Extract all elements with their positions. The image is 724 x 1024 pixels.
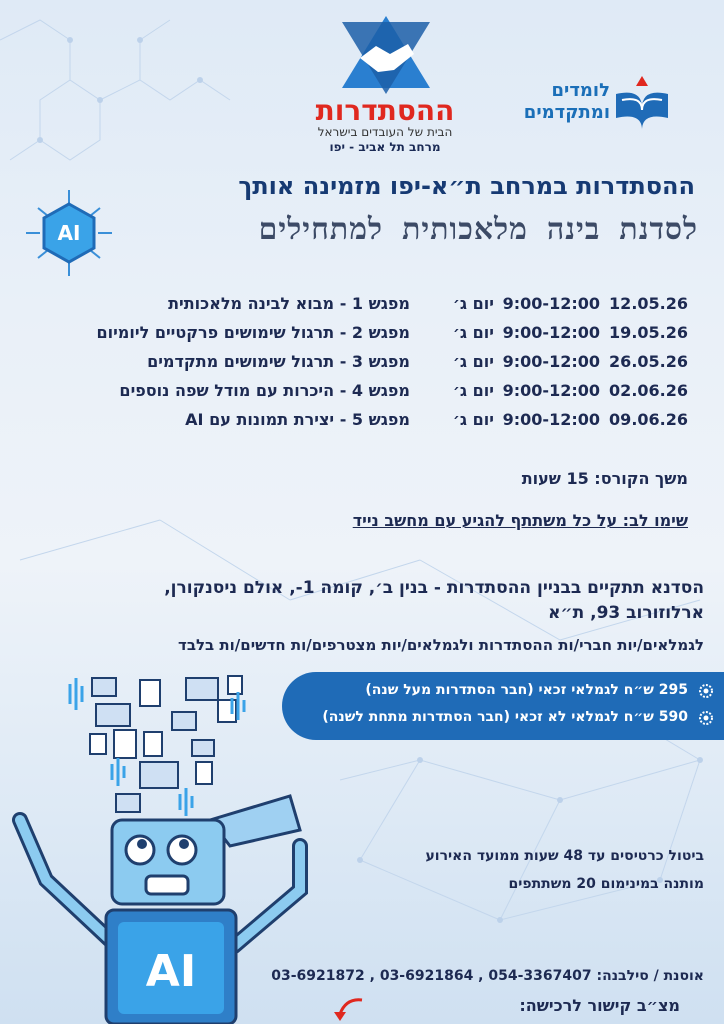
price-not-eligible: 590 ש״ח לגמלאי לא זכאי (חבר הסתדרות מתחת לשנה) (322, 709, 688, 725)
venue-line1: הסדנא תתקיים בבניין ההסתדרות - בנין ב׳, קומה 1-, אולם ניסנקורן, (164, 578, 704, 598)
session-day: יום ג׳ (452, 294, 494, 313)
session-time: 9:00-12:00 (502, 294, 600, 313)
venue-line2: ארלוזורוב 93, ת״א (548, 603, 704, 623)
org-region: מרחב תל אביב - יפו (329, 140, 441, 154)
schedule-row (40, 381, 700, 410)
session-day: יום ג׳ (452, 323, 494, 342)
document-icons (90, 676, 242, 812)
schedule-row (40, 410, 700, 439)
schedule-row (40, 352, 700, 381)
org-subtitle: הבית של העובדים בישראל (317, 125, 453, 139)
ai-chip-icon (24, 188, 114, 278)
session-topic: מפגש 1 - מבוא לבינה מלאכותית (168, 294, 410, 313)
venue (60, 576, 704, 626)
schedule-row (40, 323, 700, 352)
session-date: 19.05.26 (609, 323, 688, 342)
course-duration: משך הקורס: 15 שעות (521, 469, 688, 488)
org-name: ההסתדרות (315, 94, 455, 127)
laptop-note: שימו לב: על כל משתתף להגיע עם מחשב נייד (352, 511, 688, 530)
partner-book-icon (612, 74, 672, 130)
partner-logo-line2: ומתקדמים (523, 102, 610, 123)
price-panel (282, 672, 724, 740)
session-topic: מפגש 3 - תרגול שימושים מתקדמים (147, 352, 410, 371)
partner-logo-line1: לומדים (551, 80, 610, 101)
cancellation-policy: ביטול כרטיסים עד 48 שעות ממועד האירוע (425, 848, 704, 864)
contact-phones: אוסנת / סילבנה: 054-3367407 , 03-6921864 , 03-6921872 (271, 968, 704, 984)
session-day: יום ג׳ (452, 352, 494, 371)
invite-text: ההסתדרות במרחב ת״א-יפו מזמינה אותך (238, 172, 695, 200)
session-topic: מפגש 4 - היכרות עם מודל שפה נוספים (119, 381, 410, 400)
session-day: יום ג׳ (452, 410, 494, 429)
gear-bullet-icon (698, 710, 714, 726)
schedule-row (40, 294, 700, 323)
session-topic: מפגש 5 - יצירת תמונות עם AI (185, 410, 410, 429)
session-time: 9:00-12:00 (502, 410, 600, 429)
gear-bullet-icon (698, 683, 714, 699)
session-day: יום ג׳ (452, 381, 494, 400)
schedule-table (40, 294, 700, 439)
session-topic: מפגש 2 - תרגול שימושים פרקטיים ליומיום (96, 323, 410, 342)
session-date: 26.05.26 (609, 352, 688, 371)
session-date: 09.06.26 (609, 410, 688, 429)
session-date: 12.05.26 (609, 294, 688, 313)
robot-ai-label: AI (145, 946, 197, 997)
course-title: לסדנת בינה מלאכותית למתחילים (258, 212, 698, 247)
session-time: 9:00-12:00 (502, 323, 600, 342)
price-eligible: 295 ש״ח לגמלאי זכאי (חבר הסתדרות מעל שנה) (365, 682, 688, 698)
session-time: 9:00-12:00 (502, 381, 600, 400)
histadrut-star-logo (338, 14, 434, 94)
curved-arrow-icon (330, 994, 366, 1022)
session-date: 02.06.26 (609, 381, 688, 400)
ai-chip-label: AI (57, 221, 81, 245)
session-time: 9:00-12:00 (502, 352, 600, 371)
eligibility: לגמלאים/יות חברי/ות ההסתדרות ולגמלאים/יות מצטרפים/ות חדשים/ות בלבד (178, 636, 704, 654)
registration-link[interactable]: מצ״ב קישור לרכישה: (519, 996, 680, 1015)
minimum-participants: מותנה במינימום 20 משתתפים (508, 876, 704, 892)
